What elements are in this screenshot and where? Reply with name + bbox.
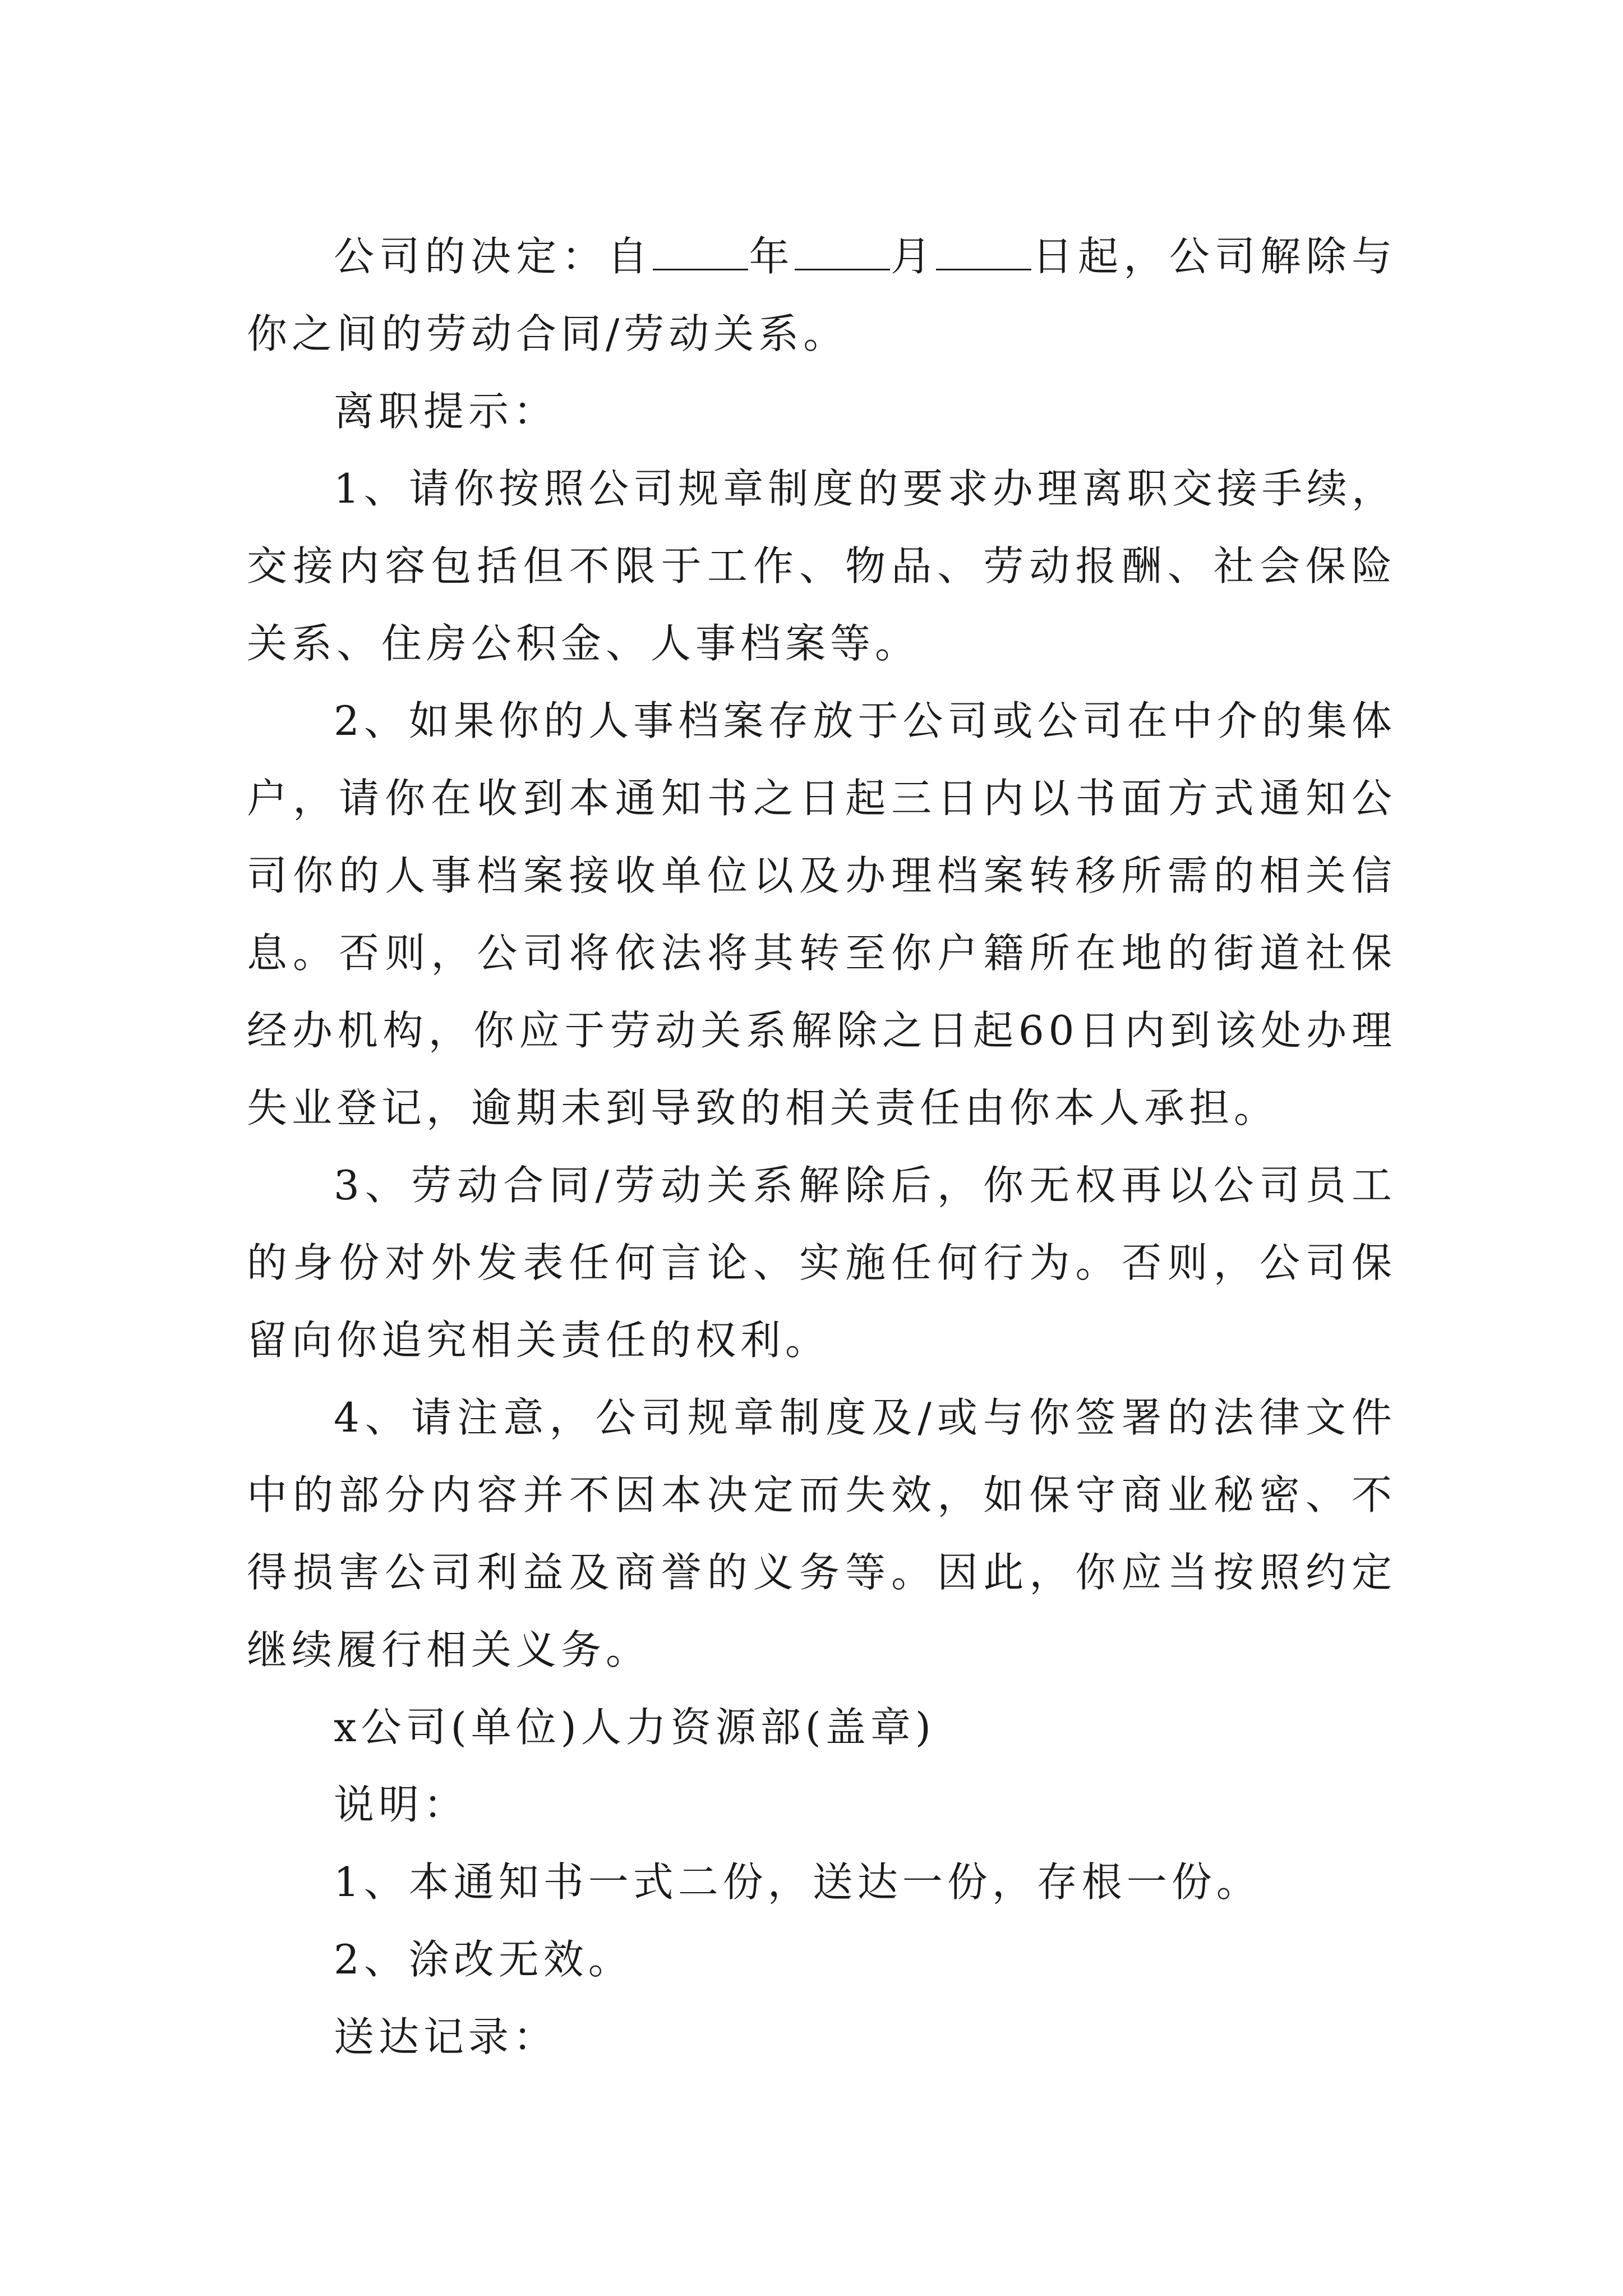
document-body	[247, 218, 1396, 2076]
tip-item-3: 3、劳动合同/劳动关系解除后，你无权再以公司员工的身份对外发表任何言论、实施任何行为。否则，公司保留向你追究相关责任的权利。	[247, 1162, 1396, 1364]
decision-day-rest: 日起，公司解除与你之间的劳动合同/劳动关系。	[247, 233, 1396, 357]
month-blank	[795, 235, 890, 270]
signature-line: x公司(单位)人力资源部(盖章)	[334, 1704, 935, 1751]
decision-month-label: 月	[889, 233, 937, 280]
note-item-1: 1、本通知书一式二份，送达一份，存根一份。	[334, 1858, 1261, 1906]
tip-item-4: 4、请注意，公司规章制度及/或与你签署的法律文件中的部分内容并不因本决定而失效，如保守商业秘密、不得损害公司利益及商誉的义务等。因此，你应当按照约定继续履行相关义务。	[247, 1394, 1396, 1673]
year-blank	[653, 235, 748, 270]
tip-item-1: 1、请你按照公司规章制度的要求办理离职交接手续，交接内容包括但不限于工作、物品、劳动报酬、社会保险关系、住房公积金、人事档案等。	[247, 465, 1396, 667]
tips-title: 离职提示：	[334, 388, 559, 435]
notes-title: 说明：	[334, 1781, 469, 1828]
note-item-2: 2、涂改无效。	[334, 1936, 633, 1983]
decision-prefix: 公司的决定：自	[334, 233, 653, 280]
day-blank	[936, 235, 1031, 270]
delivery-record-title: 送达记录：	[334, 2013, 559, 2060]
tip-item-2: 2、如果你的人事档案存放于公司或公司在中介的集体户，请你在收到本通知书之日起三日内以书面方式通知公司你的人事档案接收单位以及办理档案转移所需的相关信息。否则，公司将依法将其转至你户籍所在地的街道社保经办机构，你应于劳动关系解除之日起60日内到该处办理失业登记，逾期未到导致的相关责任由你本人承担。	[247, 697, 1396, 1131]
decision-year-label: 年	[748, 233, 795, 280]
decision-paragraph	[247, 218, 1396, 372]
